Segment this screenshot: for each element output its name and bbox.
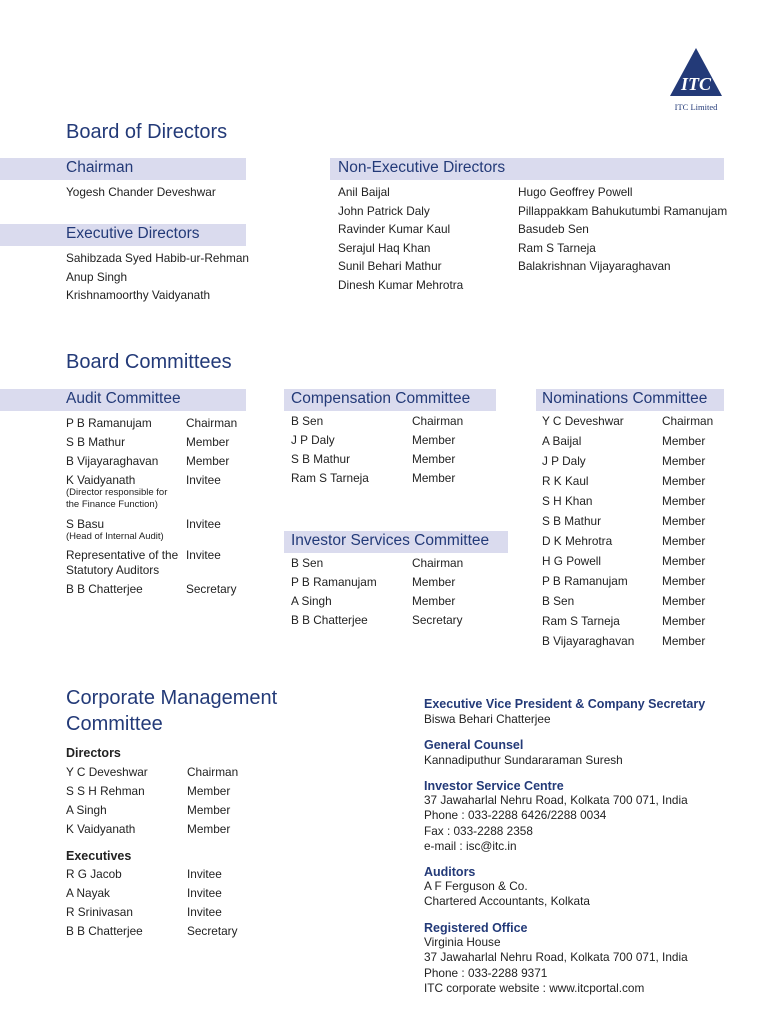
info-block-auditors: [424, 865, 590, 910]
table-row: [291, 613, 463, 632]
member-role: Member: [662, 514, 706, 528]
info-heading: Executive Vice President & Company Secretary: [424, 697, 706, 711]
member-name: B B Chatterjee: [291, 613, 368, 627]
member-name: R Srinivasan: [66, 905, 133, 919]
table-row: [66, 905, 237, 924]
member-role: Member: [662, 454, 706, 468]
member-role: Member: [187, 803, 231, 817]
member-role: Member: [412, 452, 456, 466]
table-row: [291, 452, 463, 471]
cmc-title-line1: Corporate Management: [66, 687, 278, 709]
table-row-role: Invitee: [186, 517, 221, 531]
table-row: [542, 434, 713, 454]
info-line: Kannadiputhur Sundararaman Suresh: [424, 753, 623, 767]
cmc-directors-table: [66, 765, 238, 841]
cmc-executives-heading: Executives: [66, 849, 132, 863]
table-row: [542, 634, 713, 654]
member-name: S B Mathur: [542, 514, 602, 528]
member-role: Chairman: [187, 765, 239, 779]
member-name: Y C Deveshwar: [542, 414, 624, 428]
member-role: Member: [662, 634, 706, 648]
audit-heading: Audit Committee: [66, 390, 181, 407]
member-role: Chairman: [412, 556, 464, 570]
member-name: D K Mehrotra: [542, 534, 613, 548]
nominations-heading: Nominations Committee: [542, 390, 708, 407]
member-name: B Vijayaraghavan: [542, 634, 635, 648]
cmc-title: [66, 685, 277, 737]
member-role: Member: [187, 822, 231, 836]
compensation-table: [291, 414, 463, 490]
info-line: A F Ferguson & Co.: [424, 879, 528, 893]
member-name: A Baijal: [542, 434, 582, 448]
logo-caption: ITC Limited: [674, 102, 718, 112]
table-row: [66, 765, 238, 784]
info-heading: Auditors: [424, 865, 476, 879]
table-row-role: Chairman: [186, 416, 238, 430]
nonexec-heading: Non-Executive Directors: [338, 159, 506, 176]
table-row: [542, 574, 713, 594]
member-role: Member: [662, 574, 706, 588]
table-row-name: K Vaidyanath: [66, 473, 136, 487]
table-row-note: (Director responsible for: [66, 487, 168, 498]
list-item: Krishnamoorthy Vaidyanath: [66, 288, 211, 303]
table-row-name: B Vijayaraghavan: [66, 454, 159, 468]
table-row-name: B B Chatterjee: [66, 582, 143, 596]
list-item: Balakrishnan Vijayaraghavan: [518, 259, 671, 274]
member-role: Member: [662, 554, 706, 568]
chairman-heading: Chairman: [66, 159, 134, 176]
info-line: Biswa Behari Chatterjee: [424, 712, 551, 726]
table-row-role: Secretary: [186, 582, 237, 596]
table-row-note: (Head of Internal Audit): [66, 531, 164, 542]
list-item: Ravinder Kumar Kaul: [338, 222, 451, 237]
info-heading: Registered Office: [424, 921, 528, 935]
executive-band: [0, 224, 246, 246]
table-row: [66, 867, 237, 886]
member-name: A Nayak: [66, 886, 110, 900]
table-row-name: S Basu: [66, 517, 105, 531]
member-name: Y C Deveshwar: [66, 765, 148, 779]
nonexec-band: [330, 158, 724, 180]
table-row: [66, 886, 237, 905]
info-block-counsel: [424, 738, 623, 769]
member-role: Member: [412, 471, 456, 485]
member-role: Member: [412, 575, 456, 589]
table-row-role: Member: [186, 435, 230, 449]
investor-band: [284, 531, 508, 553]
table-row-name: Representative of the: [66, 548, 179, 562]
info-line: ITC corporate website : www.itcportal.com: [424, 980, 645, 995]
member-role: Member: [412, 433, 456, 447]
nonexec-list-2: [518, 183, 727, 276]
member-name: Ram S Tarneja: [291, 471, 369, 485]
member-role: Secretary: [412, 613, 463, 627]
table-row: [542, 594, 713, 614]
table-row: [291, 414, 463, 433]
member-name: J P Daly: [542, 454, 586, 468]
table-row: [66, 924, 237, 943]
list-item: Serajul Haq Khan: [338, 240, 431, 255]
member-role: Member: [662, 534, 706, 548]
member-role: Invitee: [187, 886, 222, 900]
list-item: Hugo Geoffrey Powell: [518, 185, 633, 199]
table-row-role: Invitee: [186, 473, 221, 487]
list-item: Ram S Tarneja: [518, 240, 596, 255]
info-line: Fax : 033-2288 2358: [424, 823, 533, 838]
itc-logo-icon: [664, 46, 728, 98]
executive-heading: Executive Directors: [66, 225, 200, 242]
member-role: Member: [662, 494, 706, 508]
executive-list: [66, 249, 249, 305]
member-role: Chairman: [412, 414, 464, 428]
member-name: A Singh: [291, 594, 332, 608]
nominations-table: [542, 414, 713, 654]
info-block-registered-office: [424, 921, 688, 996]
member-name: H G Powell: [542, 554, 602, 568]
investor-heading: Investor Services Committee: [291, 532, 490, 549]
member-role: Invitee: [187, 867, 222, 881]
table-row-name: S B Mathur: [66, 435, 126, 449]
chairman-name: Yogesh Chander Deveshwar: [66, 185, 216, 199]
table-row: [542, 534, 713, 554]
committees-title: Board Committees: [66, 351, 232, 373]
member-name: K Vaidyanath: [66, 822, 136, 836]
member-name: B Sen: [291, 556, 324, 570]
member-name: R G Jacob: [66, 867, 122, 881]
table-row-name: P B Ramanujam: [66, 416, 152, 430]
member-role: Member: [662, 474, 706, 488]
table-row: [542, 494, 713, 514]
compensation-heading: Compensation Committee: [291, 390, 471, 407]
svg-text:ITC: ITC: [680, 74, 712, 94]
member-name: Ram S Tarneja: [542, 614, 620, 628]
table-row: [66, 803, 238, 822]
member-role: Member: [187, 784, 231, 798]
cmc-directors-heading: Directors: [66, 746, 121, 760]
table-row: [542, 554, 713, 574]
info-line: Phone : 033-2288 6426/2288 0034: [424, 808, 607, 823]
info-line: e-mail : isc@itc.in: [424, 838, 517, 853]
list-item: Dinesh Kumar Mehrotra: [338, 277, 464, 292]
member-name: B Sen: [542, 594, 575, 608]
info-heading: Investor Service Centre: [424, 779, 564, 793]
list-item: Anup Singh: [66, 269, 128, 284]
table-row: [542, 614, 713, 634]
member-name: S H Khan: [542, 494, 593, 508]
table-row: [291, 471, 463, 490]
table-row: [542, 414, 713, 434]
list-item: Anil Baijal: [338, 185, 390, 199]
list-item: Basudeb Sen: [518, 222, 589, 237]
member-name: S B Mathur: [291, 452, 351, 466]
table-row: [542, 474, 713, 494]
member-name: S S H Rehman: [66, 784, 145, 798]
table-row: [291, 594, 463, 613]
table-row: [66, 822, 238, 841]
info-line: 37 Jawaharlal Nehru Road, Kolkata 700 071, India: [424, 950, 688, 965]
member-name: J P Daly: [291, 433, 335, 447]
board-title: Board of Directors: [66, 121, 228, 143]
info-line: 37 Jawaharlal Nehru Road, Kolkata 700 071, India: [424, 793, 688, 807]
list-item: John Patrick Daly: [338, 203, 430, 218]
table-row: [291, 575, 463, 594]
info-line: Virginia House: [424, 935, 501, 949]
table-row-note: the Finance Function): [66, 499, 158, 510]
table-row-role: Invitee: [186, 548, 221, 562]
info-line: Chartered Accountants, Kolkata: [424, 894, 590, 909]
compensation-band: [284, 389, 496, 411]
table-row: [542, 514, 713, 534]
list-item: Sunil Behari Mathur: [338, 259, 442, 274]
table-row: [66, 784, 238, 803]
nonexec-list-1: [338, 183, 463, 295]
nominations-band: [536, 389, 724, 411]
table-row: [542, 454, 713, 474]
table-row-role: Member: [186, 454, 230, 468]
member-role: Member: [662, 614, 706, 628]
member-name: B B Chatterjee: [66, 924, 143, 938]
info-block-secretary: [424, 697, 705, 728]
member-name: B Sen: [291, 414, 324, 428]
table-row: [291, 433, 463, 452]
list-item: Sahibzada Syed Habib-ur-Rehman: [66, 251, 249, 265]
info-line: Phone : 033-2288 9371: [424, 965, 548, 980]
member-role: Secretary: [187, 924, 238, 938]
member-name: A Singh: [66, 803, 107, 817]
cmc-title-line2: Committee: [66, 713, 163, 735]
itc-logo: [664, 46, 728, 110]
table-row-name: Statutory Auditors: [66, 563, 160, 577]
member-role: Member: [662, 594, 706, 608]
table-row: [291, 556, 463, 575]
member-role: Member: [662, 434, 706, 448]
member-role: Member: [412, 594, 456, 608]
member-name: R K Kaul: [542, 474, 589, 488]
audit-band: [0, 389, 246, 411]
member-name: P B Ramanujam: [542, 574, 628, 588]
member-role: Chairman: [662, 414, 714, 428]
member-role: Invitee: [187, 905, 222, 919]
info-heading: General Counsel: [424, 738, 524, 752]
info-block-investor-centre: [424, 779, 688, 854]
chairman-band: [0, 158, 246, 180]
list-item: Pillappakkam Bahukutumbi Ramanujam: [518, 203, 728, 218]
investor-table: [291, 556, 463, 632]
cmc-executives-table: [66, 867, 237, 943]
member-name: P B Ramanujam: [291, 575, 377, 589]
